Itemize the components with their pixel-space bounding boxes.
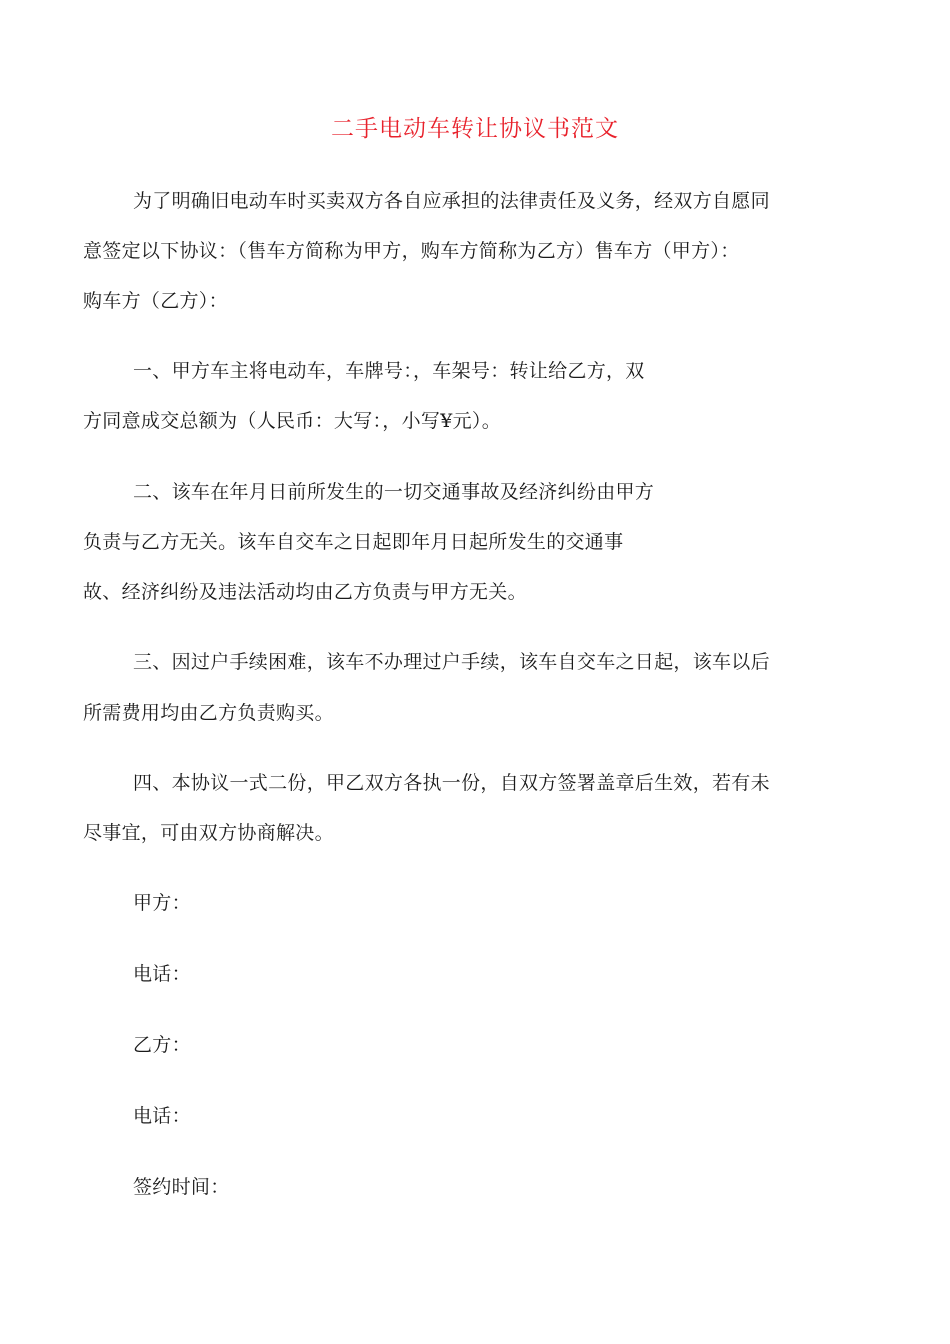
clause-1-line-2: 方同意成交总额为（人民币：大写：，小写¥元）。 [83,410,501,432]
clause-4-line-1: 四、本协议一式二份，甲乙双方各执一份，自双方签署盖章后生效，若有未 [133,772,770,794]
phone-a-label: 电话： [133,963,191,985]
phone-b-label: 电话： [133,1105,191,1127]
clause-3-line-2: 所需费用均由乙方负责购买。 [83,702,334,724]
clause-1-line-1: 一、甲方车主将电动车，车牌号：，车架号：转让给乙方，双 [133,360,645,382]
clause-3-line-1: 三、因过户手续困难，该车不办理过户手续，该车自交车之日起，该车以后 [133,651,770,673]
clause-2-line-1: 二、该车在年月日前所发生的一切交通事故及经济纠纷由甲方 [133,481,655,503]
intro-line-3: 购车方（乙方）： [83,290,228,312]
sign-date-label: 签约时间： [133,1176,230,1198]
party-a-label: 甲方： [133,892,191,914]
intro-line-1: 为了明确旧电动车时买卖双方各自应承担的法律责任及义务，经双方自愿同 [133,190,770,212]
clause-2-line-3: 故、经济纠纷及违法活动均由乙方负责与甲方无关。 [83,581,527,603]
party-b-label: 乙方： [133,1034,191,1056]
document-title: 二手电动车转让协议书范文 [331,116,619,142]
clause-4-line-2: 尽事宜，可由双方协商解决。 [83,822,334,844]
clause-2-line-2: 负责与乙方无关。该车自交车之日起即年月日起所发生的交通事 [83,531,624,553]
intro-line-2: 意签定以下协议：（售车方简称为甲方，购车方简称为乙方）售车方（甲方）： [83,240,740,262]
